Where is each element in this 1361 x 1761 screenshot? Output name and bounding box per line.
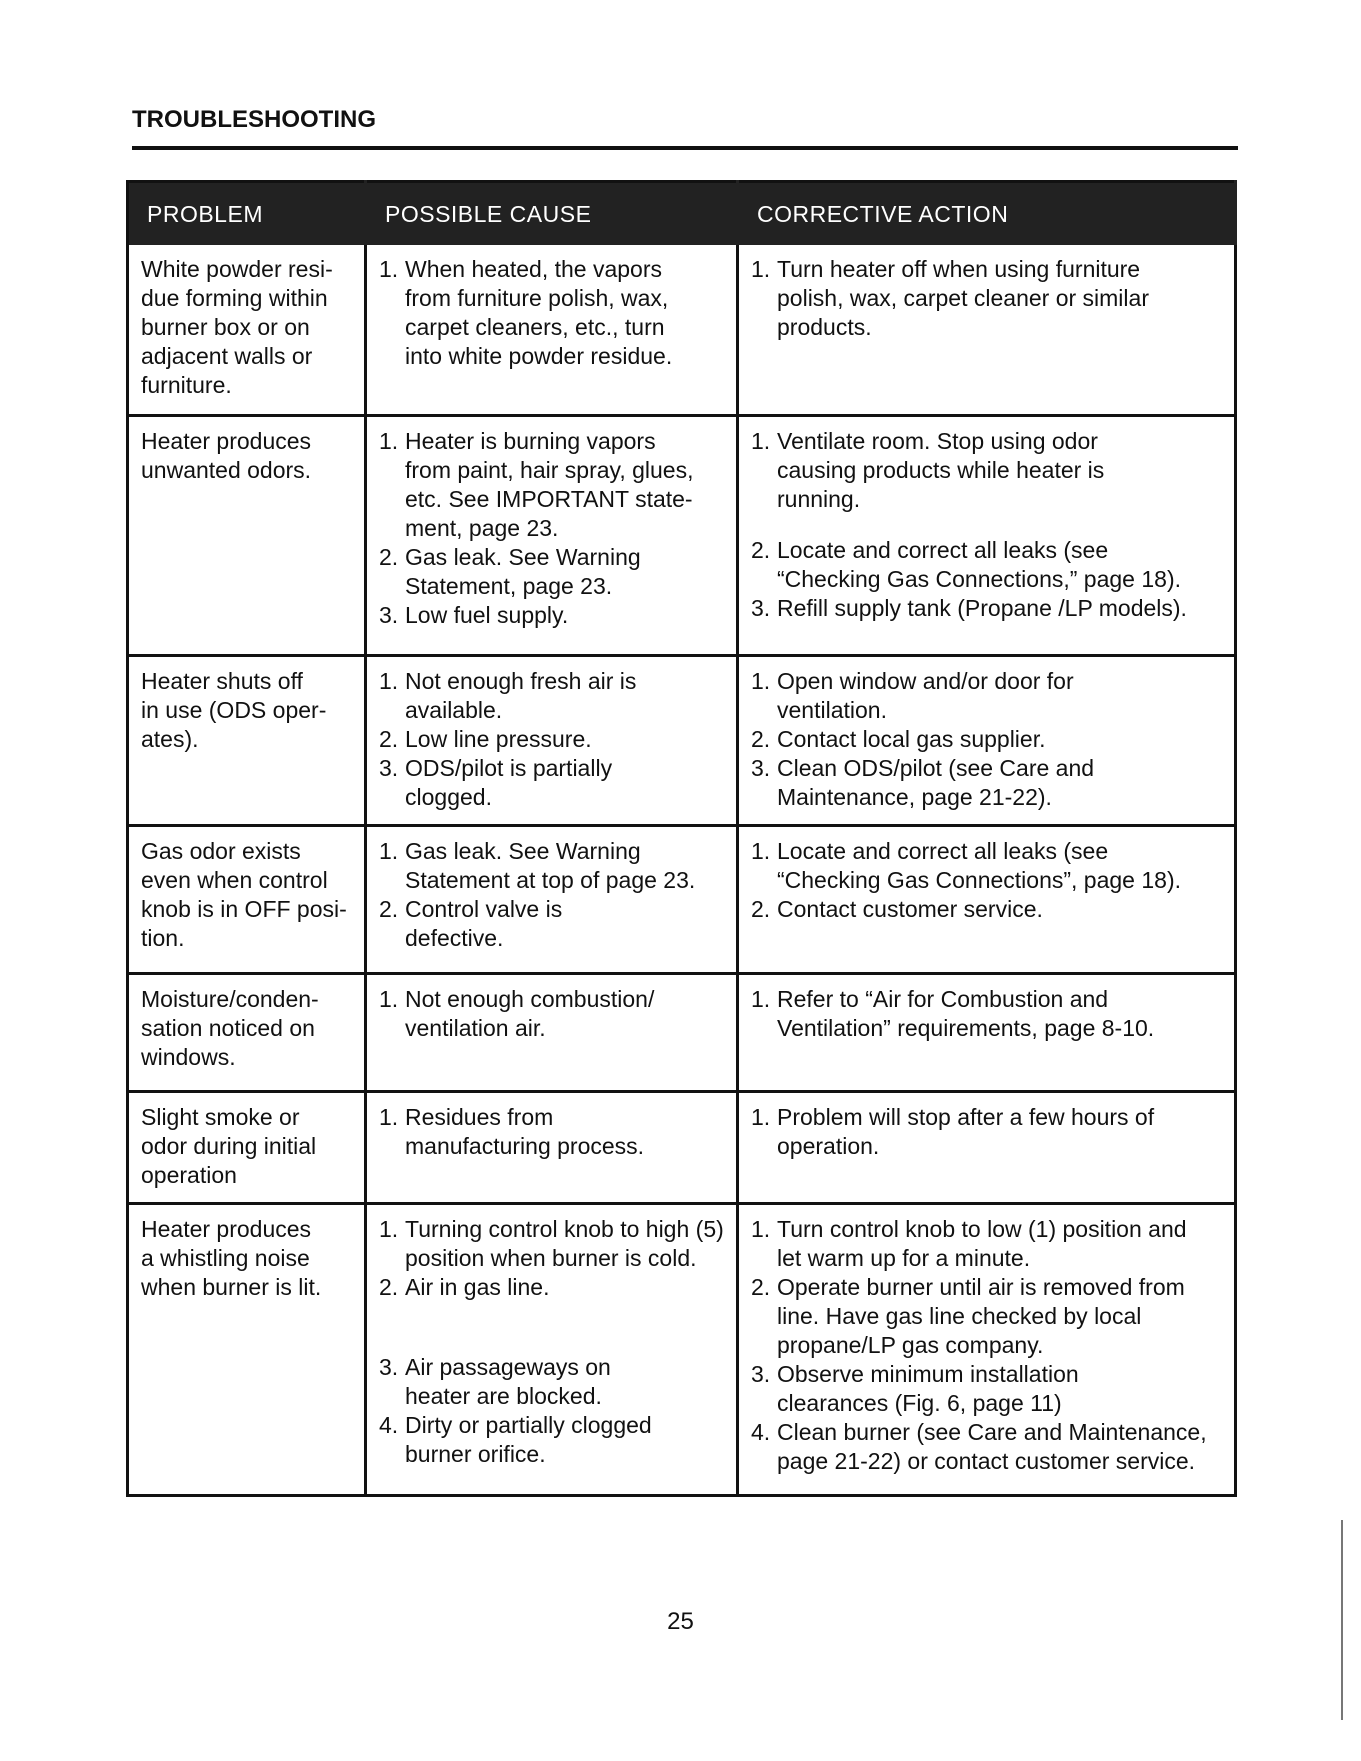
page-number: 25 [667,1608,694,1635]
action-item [751,1103,1224,1161]
item-text: When heated, the vapors from furniture polish, wax, carpet cleaners, etc., turn into white powder residue. [405,256,673,369]
cause-item [379,895,726,953]
action-item [751,536,1224,594]
item-number: 1. [379,1215,399,1242]
item-text: Contact customer service. [777,895,1043,922]
item-number: 1. [751,256,771,282]
troubleshooting-table [126,180,1237,1497]
item-number: 1. [751,427,771,454]
action-item [751,667,1224,725]
cause-cell [366,415,738,655]
problem-cell: Moisture/conden- sation noticed on windows. [128,973,366,1091]
action-item [751,754,1224,812]
action-item [751,1273,1224,1360]
cause-cell [366,1091,738,1203]
header-problem: PROBLEM [128,182,366,246]
item-number: 2. [379,895,399,922]
item-text: Air passageways on heater are blocked. [405,1353,611,1409]
item-text: Turn control knob to low (1) position and let warm up for a minute. [777,1215,1187,1271]
cause-item [379,1103,726,1161]
cause-item [379,1215,726,1273]
cause-item [379,543,726,601]
item-text: Residues from manufacturing process. [405,1103,645,1159]
cause-cell [366,655,738,825]
table-row [128,655,1236,825]
page-title: TROUBLESHOOTING [132,106,376,133]
item-text: Heater is burning vapors from paint, hair spray, glues, etc. See IMPORTANT state- ment, page 23. [405,427,694,541]
item-text: Observe minimum installation clearances (Fig. 6, page 11) [777,1360,1079,1416]
problem-cell: Slight smoke or odor during initial operation [128,1091,366,1203]
table-row [128,825,1236,973]
scan-edge-line [1341,1520,1343,1720]
item-number: 3. [379,1353,399,1380]
item-text: Gas leak. See Warning Statement, page 23. [405,543,641,599]
item-number: 2. [379,1273,399,1300]
spacer [379,1302,726,1331]
item-text: Problem will stop after a few hours of operation. [777,1103,1155,1159]
item-text: Refer to “Air for Combustion and Ventilation” requirements, page 8-10. [777,985,1155,1041]
item-text: Low line pressure. [405,725,592,752]
item-number: 1. [379,837,399,864]
item-number: 1. [751,837,771,864]
table-row [128,1091,1236,1203]
action-cell [738,973,1236,1091]
item-number: 3. [379,754,399,781]
cause-cell [366,973,738,1091]
item-number: 2. [751,725,771,752]
action-item [751,255,1224,342]
cause-item [379,837,726,895]
item-number: 3. [751,754,771,781]
cause-item [379,1273,726,1302]
table-row [128,973,1236,1091]
problem-cell: Heater produces unwanted odors. [128,415,366,655]
item-text: Not enough combustion/ ventilation air. [405,985,655,1041]
action-item [751,427,1224,514]
action-item [751,837,1224,895]
cause-item [379,725,726,754]
action-item [751,725,1224,754]
action-cell [738,655,1236,825]
table-row [128,245,1236,415]
item-text: Refill supply tank (Propane /LP models). [777,594,1187,621]
cause-item [379,601,726,630]
cause-item [379,1353,726,1411]
item-number: 1. [751,1215,771,1242]
cause-item [379,754,726,812]
spacer [751,514,1224,536]
item-text: Open window and/or door for ventilation. [777,667,1074,723]
cause-cell [366,245,738,415]
header-corrective-action: CORRECTIVE ACTION [738,182,1236,246]
action-cell [738,1203,1236,1495]
item-number: 3. [751,1360,771,1387]
item-number: 4. [379,1411,399,1438]
item-text: Control valve is defective. [405,895,563,951]
item-text: Air in gas line. [405,1273,550,1300]
item-text: Clean ODS/pilot (see Care and Maintenance, page 21-22). [777,754,1095,810]
problem-cell: Heater shuts off in use (ODS oper- ates). [128,655,366,825]
cause-item [379,667,726,725]
action-item [751,985,1224,1043]
item-number: 1. [379,667,399,694]
cause-cell [366,825,738,973]
item-text: Gas leak. See Warning Statement at top of page 23. [405,837,696,893]
item-text: Dirty or partially clogged burner orifice. [405,1411,652,1467]
item-number: 2. [751,536,771,563]
item-number: 1. [751,985,771,1012]
item-number: 2. [751,895,771,922]
item-number: 1. [751,1103,771,1130]
table-row [128,415,1236,655]
item-text: ODS/pilot is partially clogged. [405,754,613,810]
action-item [751,1360,1224,1418]
item-number: 1. [379,427,399,454]
action-cell [738,1091,1236,1203]
item-number: 2. [751,1273,771,1300]
cause-item [379,427,726,543]
action-cell [738,245,1236,415]
item-text: Clean burner (see Care and Maintenance, page 21-22) or contact customer service. [777,1418,1207,1474]
item-number: 1. [379,256,399,282]
item-text: Turn heater off when using furniture polish, wax, carpet cleaner or similar products. [777,256,1149,340]
action-cell [738,825,1236,973]
problem-cell: White powder resi- due forming within burner box or on adjacent walls or furniture. [128,245,366,415]
item-text: Low fuel supply. [405,601,569,628]
item-text: Ventilate room. Stop using odor causing products while heater is running. [777,427,1105,512]
action-cell [738,415,1236,655]
problem-cell: Gas odor exists even when control knob is in OFF posi- tion. [128,825,366,973]
table-row [128,1203,1236,1495]
item-text: Turning control knob to high (5) position when burner is cold. [405,1215,724,1271]
item-number: 2. [379,543,399,570]
action-item [751,1215,1224,1273]
item-number: 1. [751,667,771,694]
spacer [379,1331,726,1353]
item-number: 4. [751,1418,771,1445]
action-item [751,895,1224,924]
item-number: 3. [751,594,771,621]
item-number: 2. [379,725,399,752]
item-text: Operate burner until air is removed from line. Have gas line checked by local propane/LP gas company. [777,1273,1185,1358]
item-number: 1. [379,1103,399,1130]
cause-item [379,255,726,371]
table-header-row [128,182,1236,246]
problem-cell: Heater produces a whistling noise when burner is lit. [128,1203,366,1495]
item-text: Contact local gas supplier. [777,725,1046,752]
cause-item [379,985,726,1043]
action-item [751,1418,1224,1476]
title-rule [132,146,1238,150]
item-text: Locate and correct all leaks (see “Checking Gas Connections,” page 18). [777,536,1181,592]
item-text: Not enough fresh air is available. [405,667,637,723]
action-item [751,594,1224,623]
cause-cell [366,1203,738,1495]
item-text: Locate and correct all leaks (see “Checking Gas Connections”, page 18). [777,837,1181,893]
item-number: 1. [379,985,399,1012]
header-possible-cause: POSSIBLE CAUSE [366,182,738,246]
item-number: 3. [379,601,399,628]
cause-item [379,1411,726,1469]
table-body [128,245,1236,1495]
